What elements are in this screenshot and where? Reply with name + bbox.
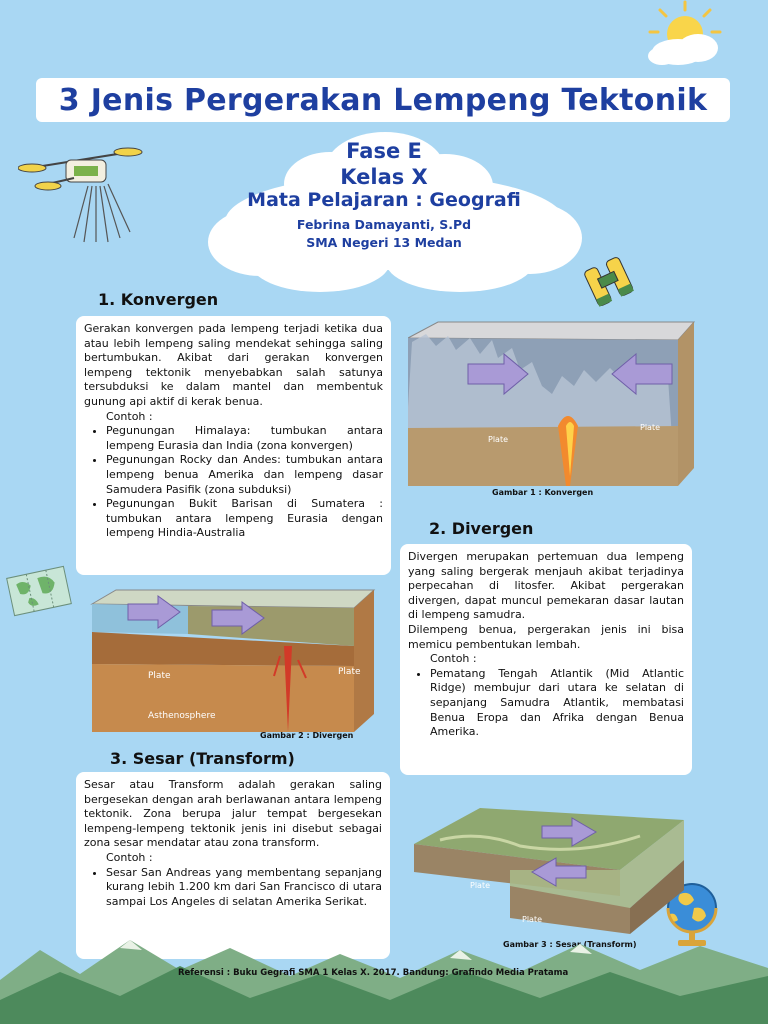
gambar3-caption: Gambar 3 : Sesar (Transform): [503, 940, 637, 949]
divergen-diagram: [88, 586, 378, 732]
plate-label: Plate: [470, 881, 491, 890]
konvergen-diagram: [408, 318, 696, 488]
asthenosphere-label: Asthenosphere: [148, 711, 216, 721]
title-banner: [36, 78, 730, 122]
kelas-label: Kelas X: [340, 165, 428, 189]
plate-label: Plate: [338, 667, 361, 677]
map-icon: [4, 564, 74, 618]
teacher-name: Febrina Damayanti, S.Pd: [296, 217, 472, 232]
section-divergen-heading: 2. Divergen: [429, 519, 534, 538]
plate-label: Plate: [488, 435, 509, 444]
sesar-description: Sesar atau Transform adalah gerakan saling bergesekan dengan arah berlawanan antara lempeng tektonik. Zona berupa jalur tempat bergesekan lempeng-lempeng tektonik jenis ini disebut sebagai zona sesar mendatar atau zona transform.: [84, 778, 382, 850]
header-info: [200, 138, 568, 252]
list-item: • Sesar San Andreas yang membentang sepanjang kurang lebih 1.200 km dari San Francisco di utara sampai Los Angeles di selatan Amerika Serikat.: [106, 866, 382, 910]
subject-label: Mata Pelajaran : Geografi: [247, 189, 521, 211]
sun-icon: [640, 0, 730, 70]
reference-text: Referensi : Buku Gegrafi SMA 1 Kelas X. 2017. Bandung: Grafindo Media Pratama: [178, 968, 569, 978]
list-item: • Pegunungan Bukit Barisan di Sumatera : tumbukan antara lempeng Eurasia dengan lempeng Hindia-Australia: [106, 497, 383, 541]
plate-label: Plate: [522, 915, 543, 924]
sesar-examples: [84, 866, 382, 910]
gambar2-caption: Gambar 2 : Divergen: [260, 731, 354, 740]
sesar-contoh-label: Contoh :: [106, 850, 153, 864]
page-title: 3 Jenis Pergerakan Lempeng Tektonik: [58, 82, 708, 118]
konvergen-text-box: [76, 316, 391, 575]
binoculars-icon: [580, 252, 640, 312]
divergen-text-box: [400, 544, 692, 775]
school-name: SMA Negeri 13 Medan: [306, 235, 462, 250]
list-item: • Pegunungan Rocky dan Andes: tumbukan antara lempeng benua Amerika dan lempeng dasar Samudera Pasifik (zona subduksi): [106, 453, 383, 497]
gambar1-caption: Gambar 1 : Konvergen: [492, 488, 594, 497]
konvergen-description: Gerakan konvergen pada lempeng terjadi ketika dua atau lebih lempeng saling mendekat sehingga saling bertumbukan. Akibat dari gerakan konvergen lempeng tektonik menyebabkan salah satunya tersubduksi ke dalam mantel dan membentuk gunung api aktif di kerak benua.: [84, 322, 383, 408]
divergen-description: Divergen merupakan pertemuan dua lempeng yang saling bergerak menjauh akibat terjadinya perpecahan di litosfer. Akibat pergerakan divergen, dapat muncul pemekaran dasar lautan di lempeng samudra.: [408, 550, 684, 622]
divergen-examples: [408, 667, 684, 740]
drone-icon: [18, 138, 158, 248]
list-item: • Pegunungan Himalaya: tumbukan antara lempeng Eurasia dan India (zona konvergen): [106, 424, 383, 453]
section-sesar-heading: 3. Sesar (Transform): [110, 749, 295, 768]
list-item: • Pematang Tengah Atlantik (Mid Atlantic Ridge) membujur dari utara ke selatan di sepanjang Samudra Atlantik, membatasi Benua Eropa dan Afrika dengan Benua Amerika.: [430, 667, 684, 740]
plate-label: Plate: [148, 671, 171, 681]
section-konvergen-heading: 1. Konvergen: [98, 290, 219, 309]
konvergen-contoh-label: Contoh :: [106, 409, 153, 423]
fase-label: Fase E: [346, 139, 422, 163]
divergen-contoh-label: Contoh :: [430, 652, 477, 666]
divergen-description-2: Dilempeng benua, pergerakan jenis ini bisa memicu pembentukan lembah.: [408, 622, 684, 651]
sesar-diagram: [410, 800, 686, 934]
plate-label: Plate: [640, 423, 661, 432]
konvergen-examples: [84, 424, 383, 541]
